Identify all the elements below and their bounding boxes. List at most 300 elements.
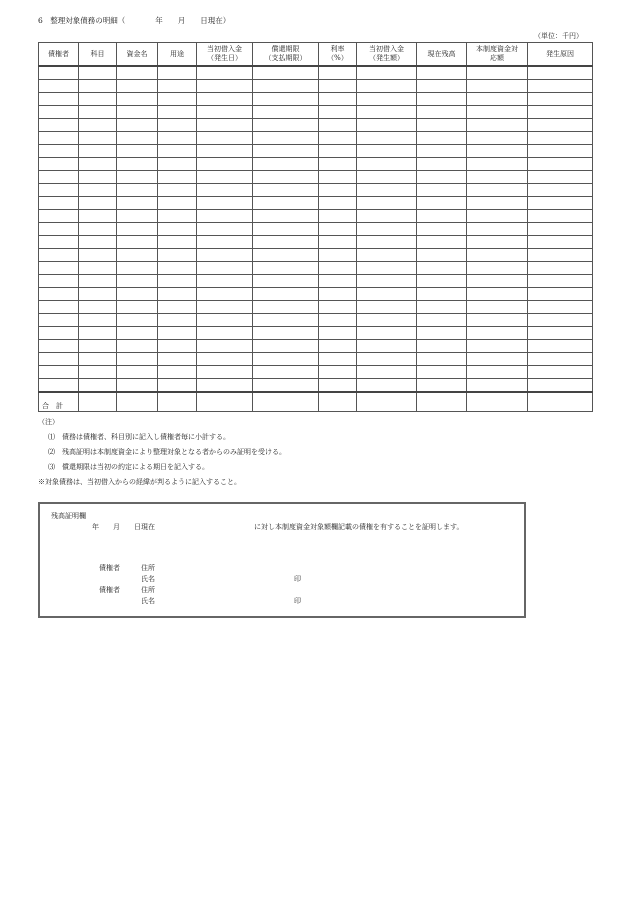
- entry-cell[interactable]: [467, 223, 528, 236]
- entry-cell[interactable]: [39, 327, 79, 340]
- entry-cell[interactable]: [117, 249, 158, 262]
- entry-cell[interactable]: [79, 275, 117, 288]
- entry-cell[interactable]: [417, 197, 467, 210]
- entry-cell[interactable]: [117, 223, 158, 236]
- entry-cell[interactable]: [528, 327, 593, 340]
- entry-cell[interactable]: [319, 275, 357, 288]
- entry-cell[interactable]: [528, 314, 593, 327]
- entry-cell[interactable]: [79, 145, 117, 158]
- entry-cell[interactable]: [158, 80, 197, 93]
- entry-cell[interactable]: [319, 158, 357, 171]
- entry-cell[interactable]: [253, 184, 319, 197]
- entry-cell[interactable]: [197, 379, 253, 393]
- entry-cell[interactable]: [467, 132, 528, 145]
- entry-cell[interactable]: [197, 327, 253, 340]
- entry-cell[interactable]: [253, 119, 319, 132]
- entry-cell[interactable]: [357, 119, 417, 132]
- entry-cell[interactable]: [39, 379, 79, 393]
- entry-cell[interactable]: [528, 275, 593, 288]
- entry-cell[interactable]: [357, 379, 417, 393]
- table-row: [39, 288, 593, 301]
- note-item: ⑴ 債務は債権者、科目別に記入し債権者毎に小計する。: [48, 433, 230, 441]
- entry-cell[interactable]: [417, 379, 467, 393]
- entry-cell[interactable]: [39, 66, 79, 80]
- entry-cell[interactable]: [417, 340, 467, 353]
- entry-cell[interactable]: [117, 119, 158, 132]
- entry-cell[interactable]: [197, 210, 253, 223]
- entry-cell[interactable]: [117, 353, 158, 366]
- entry-cell[interactable]: [417, 249, 467, 262]
- entry-cell[interactable]: [39, 184, 79, 197]
- entry-cell[interactable]: [197, 353, 253, 366]
- entry-cell[interactable]: [197, 80, 253, 93]
- entry-cell[interactable]: [357, 262, 417, 275]
- entry-cell[interactable]: [158, 158, 197, 171]
- entry-cell[interactable]: [79, 171, 117, 184]
- entry-cell[interactable]: [467, 210, 528, 223]
- entry-cell[interactable]: [467, 327, 528, 340]
- table-row: [39, 262, 593, 275]
- table-row: [39, 301, 593, 314]
- entry-cell[interactable]: [357, 314, 417, 327]
- table-row: [39, 327, 593, 340]
- table-row: [39, 210, 593, 223]
- table-row: [39, 66, 593, 80]
- certificate-date: 年 月 日現在: [92, 523, 155, 531]
- certificate-statement: に対し本制度資金対象額欄記載の債権を有することを証明します。: [254, 523, 464, 531]
- entry-cell[interactable]: [467, 158, 528, 171]
- entry-cell[interactable]: [528, 223, 593, 236]
- entry-cell[interactable]: [467, 66, 528, 80]
- entry-cell[interactable]: [79, 301, 117, 314]
- entry-cell[interactable]: [319, 210, 357, 223]
- entry-cell[interactable]: [467, 93, 528, 106]
- entry-cell[interactable]: [528, 249, 593, 262]
- total-label: 合計: [39, 392, 79, 412]
- entry-cell[interactable]: [319, 353, 357, 366]
- entry-cell[interactable]: [357, 80, 417, 93]
- entry-cell[interactable]: [79, 66, 117, 80]
- entry-cell[interactable]: [417, 66, 467, 80]
- entry-cell[interactable]: [319, 366, 357, 379]
- entry-cell[interactable]: [417, 145, 467, 158]
- entry-cell[interactable]: [117, 93, 158, 106]
- entry-cell[interactable]: [117, 197, 158, 210]
- entry-cell[interactable]: [117, 275, 158, 288]
- entry-cell[interactable]: [357, 106, 417, 119]
- column-header: 資金名: [117, 43, 158, 67]
- entry-cell[interactable]: [319, 106, 357, 119]
- entry-cell[interactable]: [117, 184, 158, 197]
- entry-cell[interactable]: [319, 80, 357, 93]
- entry-cell[interactable]: [158, 340, 197, 353]
- entry-cell[interactable]: [197, 314, 253, 327]
- entry-cell[interactable]: [39, 314, 79, 327]
- entry-cell[interactable]: [417, 366, 467, 379]
- entry-cell[interactable]: [253, 327, 319, 340]
- entry-cell[interactable]: [158, 66, 197, 80]
- entry-cell[interactable]: [528, 197, 593, 210]
- entry-cell[interactable]: [467, 379, 528, 393]
- entry-cell[interactable]: [197, 249, 253, 262]
- entry-cell[interactable]: [39, 236, 79, 249]
- entry-cell[interactable]: [117, 366, 158, 379]
- entry-cell[interactable]: [467, 106, 528, 119]
- entry-cell[interactable]: [417, 327, 467, 340]
- entry-cell[interactable]: [79, 340, 117, 353]
- entry-cell[interactable]: [319, 171, 357, 184]
- entry-cell[interactable]: [357, 132, 417, 145]
- entry-cell[interactable]: [319, 288, 357, 301]
- entry-cell[interactable]: [253, 145, 319, 158]
- entry-cell[interactable]: [253, 249, 319, 262]
- entry-cell[interactable]: [158, 171, 197, 184]
- entry-cell[interactable]: [528, 171, 593, 184]
- entry-cell[interactable]: [79, 288, 117, 301]
- entry-cell[interactable]: [117, 106, 158, 119]
- entry-cell[interactable]: [79, 379, 117, 393]
- entry-cell[interactable]: [79, 223, 117, 236]
- entry-cell[interactable]: [528, 301, 593, 314]
- entry-cell[interactable]: [79, 93, 117, 106]
- entry-cell[interactable]: [39, 275, 79, 288]
- entry-cell[interactable]: [253, 314, 319, 327]
- notes: [38, 415, 286, 490]
- entry-cell[interactable]: [528, 210, 593, 223]
- entry-cell[interactable]: [39, 340, 79, 353]
- entry-cell[interactable]: [158, 236, 197, 249]
- entry-cell[interactable]: [79, 132, 117, 145]
- entry-cell[interactable]: [467, 314, 528, 327]
- entry-cell[interactable]: [467, 249, 528, 262]
- entry-cell[interactable]: [319, 262, 357, 275]
- entry-cell[interactable]: [158, 223, 197, 236]
- entry-cell[interactable]: [117, 262, 158, 275]
- entry-cell[interactable]: [39, 158, 79, 171]
- entry-cell[interactable]: [117, 210, 158, 223]
- entry-cell[interactable]: [158, 353, 197, 366]
- entry-cell[interactable]: [528, 184, 593, 197]
- entry-cell[interactable]: [117, 379, 158, 393]
- entry-cell[interactable]: [117, 80, 158, 93]
- entry-cell[interactable]: [417, 288, 467, 301]
- entry-cell[interactable]: [79, 314, 117, 327]
- entry-cell[interactable]: [39, 197, 79, 210]
- entry-cell[interactable]: [253, 158, 319, 171]
- entry-cell[interactable]: [117, 327, 158, 340]
- entry-cell[interactable]: [467, 262, 528, 275]
- entry-cell[interactable]: [197, 171, 253, 184]
- entry-cell[interactable]: [467, 145, 528, 158]
- entry-cell[interactable]: [253, 301, 319, 314]
- entry-cell[interactable]: [197, 340, 253, 353]
- entry-cell[interactable]: [79, 119, 117, 132]
- entry-cell[interactable]: [253, 132, 319, 145]
- entry-cell[interactable]: [319, 340, 357, 353]
- entry-cell[interactable]: [79, 236, 117, 249]
- entry-cell[interactable]: [79, 366, 117, 379]
- entry-cell[interactable]: [158, 379, 197, 393]
- entry-cell[interactable]: [319, 66, 357, 80]
- entry-cell[interactable]: [197, 223, 253, 236]
- entry-cell[interactable]: [79, 210, 117, 223]
- entry-cell[interactable]: [158, 119, 197, 132]
- column-header: 科目: [79, 43, 117, 67]
- entry-cell[interactable]: [319, 93, 357, 106]
- entry-cell[interactable]: [158, 249, 197, 262]
- entry-cell[interactable]: [357, 158, 417, 171]
- entry-cell[interactable]: [319, 132, 357, 145]
- entry-cell[interactable]: [79, 197, 117, 210]
- entry-cell[interactable]: [319, 236, 357, 249]
- entry-cell[interactable]: [528, 379, 593, 393]
- entry-cell[interactable]: [79, 158, 117, 171]
- entry-cell[interactable]: [117, 132, 158, 145]
- entry-cell[interactable]: [197, 66, 253, 80]
- entry-cell[interactable]: [39, 288, 79, 301]
- entry-cell[interactable]: [253, 66, 319, 80]
- entry-cell[interactable]: [357, 327, 417, 340]
- table-row: [39, 93, 593, 106]
- entry-cell[interactable]: [197, 275, 253, 288]
- entry-cell[interactable]: [158, 262, 197, 275]
- entry-cell[interactable]: [117, 171, 158, 184]
- table-row: [39, 171, 593, 184]
- entry-cell[interactable]: [39, 119, 79, 132]
- entry-cell[interactable]: [197, 184, 253, 197]
- entry-cell[interactable]: [253, 353, 319, 366]
- entry-cell[interactable]: [39, 210, 79, 223]
- entry-cell[interactable]: [253, 275, 319, 288]
- entry-cell[interactable]: [417, 236, 467, 249]
- entry-cell[interactable]: [197, 236, 253, 249]
- entry-cell[interactable]: [528, 262, 593, 275]
- entry-cell[interactable]: [39, 132, 79, 145]
- entry-cell[interactable]: [197, 288, 253, 301]
- entry-cell[interactable]: [528, 119, 593, 132]
- entry-cell[interactable]: [417, 301, 467, 314]
- unit-label: （単位：千円）: [534, 32, 583, 40]
- entry-cell[interactable]: [158, 275, 197, 288]
- entry-cell[interactable]: [467, 301, 528, 314]
- entry-cell[interactable]: [528, 366, 593, 379]
- entry-cell[interactable]: [319, 379, 357, 393]
- entry-cell[interactable]: [197, 158, 253, 171]
- entry-cell[interactable]: [417, 106, 467, 119]
- entry-cell[interactable]: [79, 262, 117, 275]
- entry-cell[interactable]: [417, 158, 467, 171]
- entry-cell[interactable]: [158, 197, 197, 210]
- entry-cell[interactable]: [197, 106, 253, 119]
- entry-cell[interactable]: [253, 106, 319, 119]
- entry-cell[interactable]: [357, 93, 417, 106]
- entry-cell[interactable]: [357, 366, 417, 379]
- entry-cell[interactable]: [467, 80, 528, 93]
- entry-cell[interactable]: [253, 340, 319, 353]
- entry-cell[interactable]: [253, 379, 319, 393]
- entry-cell[interactable]: [417, 132, 467, 145]
- note-item: ⑶ 償還期限は当初の約定による期日を記入する。: [48, 463, 209, 471]
- entry-cell[interactable]: [39, 262, 79, 275]
- entry-cell[interactable]: [467, 288, 528, 301]
- entry-cell[interactable]: [197, 301, 253, 314]
- entry-cell[interactable]: [528, 93, 593, 106]
- entry-cell[interactable]: [357, 184, 417, 197]
- entry-cell[interactable]: [39, 93, 79, 106]
- entry-cell[interactable]: [528, 106, 593, 119]
- entry-cell[interactable]: [117, 145, 158, 158]
- entry-cell[interactable]: [528, 145, 593, 158]
- entry-cell[interactable]: [79, 327, 117, 340]
- name-label: 氏名: [141, 575, 155, 583]
- entry-cell[interactable]: [197, 119, 253, 132]
- entry-cell[interactable]: [253, 366, 319, 379]
- entry-cell[interactable]: [253, 197, 319, 210]
- entry-cell[interactable]: [417, 223, 467, 236]
- entry-cell[interactable]: [253, 171, 319, 184]
- entry-cell[interactable]: [117, 288, 158, 301]
- entry-cell[interactable]: [357, 275, 417, 288]
- entry-cell[interactable]: [467, 353, 528, 366]
- entry-cell[interactable]: [528, 236, 593, 249]
- entry-cell[interactable]: [528, 340, 593, 353]
- entry-cell[interactable]: [467, 171, 528, 184]
- entry-cell[interactable]: [197, 145, 253, 158]
- entry-cell[interactable]: [253, 288, 319, 301]
- entry-cell[interactable]: [528, 80, 593, 93]
- entry-cell[interactable]: [319, 184, 357, 197]
- entry-cell[interactable]: [158, 288, 197, 301]
- entry-cell[interactable]: [319, 223, 357, 236]
- entry-cell[interactable]: [467, 184, 528, 197]
- entry-cell[interactable]: [319, 119, 357, 132]
- debt-detail-table: [38, 42, 593, 412]
- entry-cell[interactable]: [39, 353, 79, 366]
- entry-cell[interactable]: [319, 249, 357, 262]
- entry-cell[interactable]: [319, 145, 357, 158]
- entry-cell[interactable]: [467, 236, 528, 249]
- entry-cell[interactable]: [117, 314, 158, 327]
- entry-cell[interactable]: [467, 197, 528, 210]
- entry-cell[interactable]: [158, 132, 197, 145]
- entry-cell[interactable]: [467, 340, 528, 353]
- entry-cell[interactable]: [79, 184, 117, 197]
- entry-cell[interactable]: [528, 288, 593, 301]
- entry-cell[interactable]: [417, 184, 467, 197]
- entry-cell[interactable]: [158, 327, 197, 340]
- entry-cell[interactable]: [117, 236, 158, 249]
- entry-cell[interactable]: [79, 249, 117, 262]
- entry-cell[interactable]: [357, 301, 417, 314]
- entry-cell[interactable]: [79, 80, 117, 93]
- entry-cell[interactable]: [319, 327, 357, 340]
- entry-cell[interactable]: [528, 132, 593, 145]
- entry-cell[interactable]: [253, 262, 319, 275]
- entry-cell[interactable]: [357, 66, 417, 80]
- entry-cell[interactable]: [528, 158, 593, 171]
- entry-cell[interactable]: [417, 262, 467, 275]
- entry-cell[interactable]: [467, 366, 528, 379]
- entry-cell[interactable]: [319, 301, 357, 314]
- entry-cell[interactable]: [253, 80, 319, 93]
- entry-cell[interactable]: [357, 223, 417, 236]
- entry-cell[interactable]: [79, 353, 117, 366]
- entry-cell[interactable]: [158, 184, 197, 197]
- entry-cell[interactable]: [528, 66, 593, 80]
- entry-cell[interactable]: [357, 171, 417, 184]
- entry-cell[interactable]: [417, 171, 467, 184]
- creditor-label: 債権者: [99, 586, 120, 594]
- entry-cell[interactable]: [39, 366, 79, 379]
- entry-cell[interactable]: [417, 210, 467, 223]
- entry-cell[interactable]: [417, 93, 467, 106]
- column-header: 償還期限 （支払期限）: [253, 43, 319, 67]
- entry-cell[interactable]: [357, 353, 417, 366]
- entry-cell[interactable]: [39, 80, 79, 93]
- entry-cell[interactable]: [319, 314, 357, 327]
- entry-cell[interactable]: [197, 262, 253, 275]
- column-header: 本制度資金対 応額: [467, 43, 528, 67]
- entry-cell[interactable]: [117, 158, 158, 171]
- entry-cell[interactable]: [158, 93, 197, 106]
- entry-cell[interactable]: [357, 145, 417, 158]
- entry-cell[interactable]: [357, 210, 417, 223]
- entry-cell[interactable]: [197, 132, 253, 145]
- entry-cell[interactable]: [253, 93, 319, 106]
- entry-cell[interactable]: [158, 210, 197, 223]
- entry-cell[interactable]: [158, 145, 197, 158]
- entry-cell[interactable]: [117, 66, 158, 80]
- entry-cell[interactable]: [158, 366, 197, 379]
- entry-cell[interactable]: [253, 236, 319, 249]
- entry-cell[interactable]: [417, 353, 467, 366]
- entry-cell[interactable]: [357, 249, 417, 262]
- entry-cell[interactable]: [467, 275, 528, 288]
- entry-cell[interactable]: [197, 366, 253, 379]
- entry-cell[interactable]: [117, 301, 158, 314]
- entry-cell[interactable]: [39, 145, 79, 158]
- entry-cell[interactable]: [197, 197, 253, 210]
- entry-cell[interactable]: [197, 93, 253, 106]
- entry-cell[interactable]: [319, 197, 357, 210]
- entry-cell[interactable]: [357, 197, 417, 210]
- entry-cell[interactable]: [357, 340, 417, 353]
- entry-cell[interactable]: [417, 275, 467, 288]
- entry-cell[interactable]: [158, 106, 197, 119]
- entry-cell[interactable]: [417, 314, 467, 327]
- entry-cell[interactable]: [39, 249, 79, 262]
- entry-cell[interactable]: [253, 210, 319, 223]
- entry-cell[interactable]: [158, 314, 197, 327]
- entry-cell[interactable]: [39, 171, 79, 184]
- entry-cell[interactable]: [39, 223, 79, 236]
- entry-cell[interactable]: [417, 80, 467, 93]
- entry-cell[interactable]: [158, 301, 197, 314]
- table-row: [39, 197, 593, 210]
- table-row: [39, 275, 593, 288]
- entry-cell[interactable]: [417, 119, 467, 132]
- entry-cell[interactable]: [528, 353, 593, 366]
- seal-mark: 印: [294, 575, 301, 583]
- entry-cell[interactable]: [357, 236, 417, 249]
- entry-cell[interactable]: [39, 106, 79, 119]
- entry-cell[interactable]: [357, 288, 417, 301]
- entry-cell[interactable]: [253, 223, 319, 236]
- entry-cell[interactable]: [117, 340, 158, 353]
- entry-cell[interactable]: [39, 301, 79, 314]
- entry-cell[interactable]: [467, 119, 528, 132]
- entry-cell[interactable]: [79, 106, 117, 119]
